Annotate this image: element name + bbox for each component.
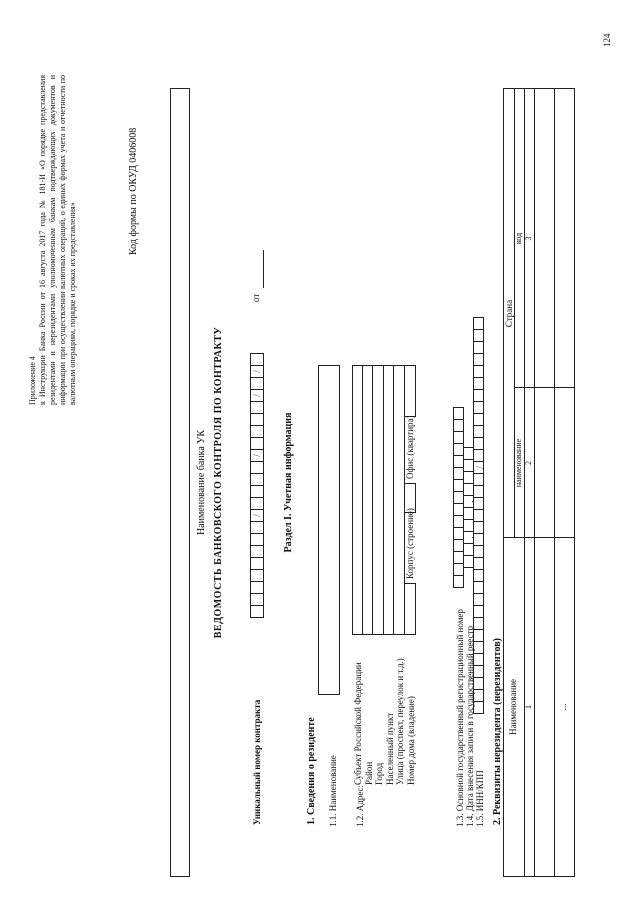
- resident-name-field[interactable]: [318, 365, 340, 695]
- col-header-country-code: код: [514, 232, 523, 245]
- address-label-settlement: Населенный пункт: [384, 712, 395, 785]
- inn-kpp-label: 1.5. ИНН/КПП: [475, 770, 485, 827]
- address-row-divider: [372, 365, 373, 635]
- address-label-region: Субъект Российской Федерации: [353, 662, 363, 785]
- address-labels: [353, 635, 416, 785]
- col-number: 3: [524, 236, 533, 241]
- unique-number-label: Уникальный номер контракта: [252, 699, 262, 825]
- counterparty-heading: 2. Реквизиты нерезидента (нерезидентов): [492, 638, 503, 825]
- office-label: Офис (квартира): [405, 415, 415, 479]
- resident-name-label: 1.1. Наименование: [328, 755, 338, 827]
- address-row-divider: [393, 365, 394, 635]
- appendix-line1: Приложение 4: [28, 356, 37, 405]
- table-row-divider: [554, 89, 555, 876]
- appendix-block: [28, 75, 78, 405]
- unique-number-cells[interactable]: [250, 353, 264, 617]
- table-row-divider: [534, 89, 535, 876]
- resident-heading: 1. Сведения о резиденте: [306, 717, 317, 825]
- section1-title: Раздел I. Учетная информация: [283, 412, 294, 553]
- unique-number-slash: /: [250, 509, 264, 522]
- address-fields-box[interactable]: [352, 365, 405, 635]
- bank-name-caption: Наименование банка УК: [196, 429, 207, 536]
- document-title: ВЕДОМОСТЬ БАНКОВСКОГО КОНТРОЛЯ ПО КОНТРАКТУ: [213, 326, 224, 639]
- unique-number-slash: /: [250, 365, 264, 378]
- address-row-divider: [362, 365, 363, 635]
- house-number-field[interactable]: [404, 583, 416, 635]
- col-header-country: Страна: [504, 299, 514, 328]
- address-label-street: Улица (проспект, переулок и т.д.): [395, 658, 405, 785]
- date-from-line[interactable]: [263, 250, 264, 288]
- col-header-name: Наименование: [508, 678, 518, 736]
- col-number: 2: [524, 461, 533, 465]
- date-separator: .: [463, 495, 474, 508]
- ogrn-label: 1.3. Основной государственный регистрационный номер: [455, 609, 465, 827]
- date-from-label: от: [251, 293, 261, 302]
- inn-kpp-cells[interactable]: [473, 317, 484, 713]
- address-row-divider: [383, 365, 384, 635]
- registry-date-label: 1.4. Дата внесения записи в государственный реестр: [465, 625, 475, 827]
- appendix-body: к Инструкции Банка России от 16 августа 2017 года № 181-И «О порядке представления резидентами и нерезидентами уполномоченным банкам подтверждающих документов и информации при осуществлении валютных операций, о единых формах учета и отчетности по валютным операциям, порядке и сроках их представления»: [38, 75, 77, 405]
- office-field[interactable]: [404, 365, 416, 417]
- inn-separator: /: [473, 461, 484, 474]
- counterparty-table: [503, 88, 575, 877]
- building-field[interactable]: [404, 483, 416, 513]
- address-label-district: Район: [363, 761, 374, 785]
- house-label: Номер дома (владение): [405, 696, 416, 785]
- col-header-country-name: наименование: [514, 438, 523, 488]
- col-number: 1: [524, 705, 533, 709]
- unique-number-slash: /: [250, 449, 264, 462]
- unique-number-slash: /: [250, 389, 264, 402]
- table-ellipsis: ...: [558, 703, 568, 711]
- date-separator: .: [463, 531, 474, 544]
- address-label-city: Город: [374, 762, 384, 785]
- page-number: 124: [602, 33, 612, 47]
- okud-code: Код формы по ОКУД 0406008: [128, 127, 139, 255]
- address-label: 1.2. Адрес:: [355, 784, 365, 827]
- building-label: Корпус (строение): [405, 508, 415, 579]
- bank-name-box[interactable]: [170, 88, 190, 877]
